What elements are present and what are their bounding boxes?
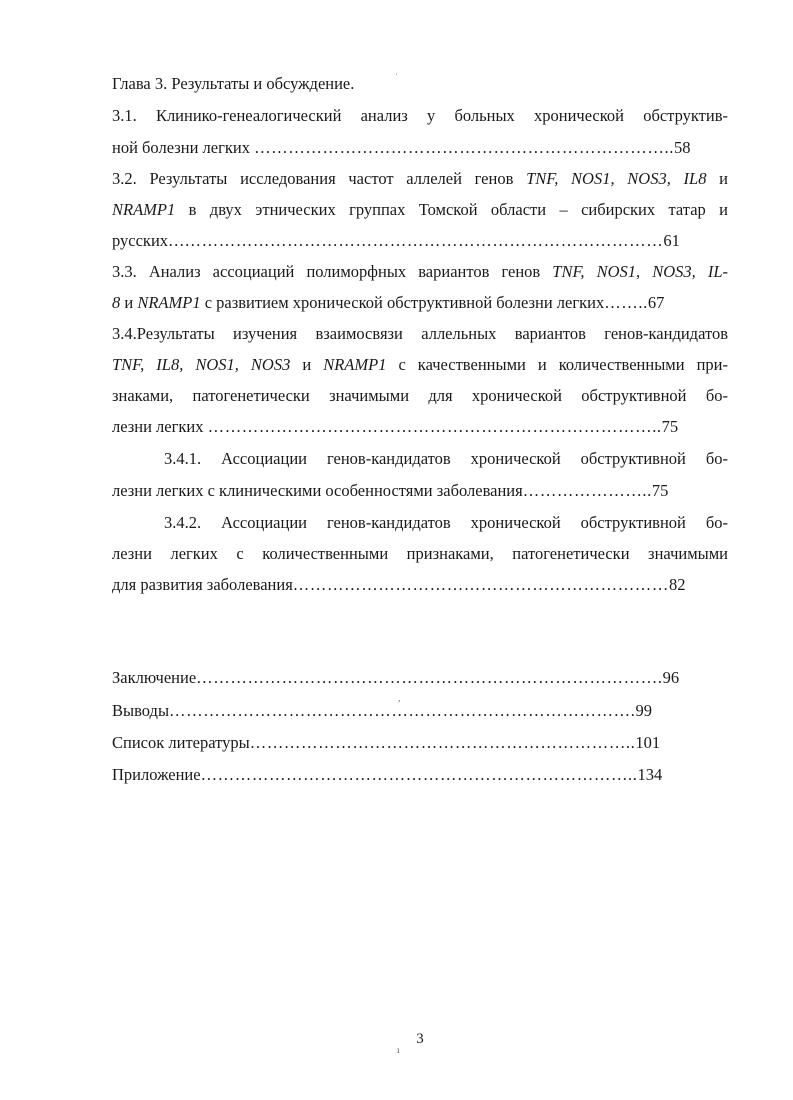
leader-dots: ……………………………………………………………….. (254, 138, 674, 157)
toc-entry-3-4-line-1: 3.4.Результаты изучения взаимосвязи аллельных вариантов генов-кандидатов (112, 324, 728, 343)
leader-dots: ………………………………………………………………….. (200, 765, 638, 784)
page-ref: 96 (662, 668, 680, 687)
scan-speck: ˌ (395, 65, 398, 75)
leader-dots: ………………………………………………………… (292, 575, 669, 594)
page-ref: 75 (651, 481, 669, 500)
toc-entry-3-2-line-3: русских……………………………………………………………………………61 (112, 231, 680, 250)
page-number: 3 (416, 1031, 424, 1047)
toc-entry-3-2-line-1: 3.2. Результаты исследования частот аллелей генов TNF, NOS1, NOS3, IL8 и (112, 169, 728, 188)
page-ref: 82 (669, 575, 686, 594)
leader-dots: …….. (604, 293, 648, 312)
page-ref: 67 (647, 293, 665, 312)
leader-dots: ………………………………………………………………………. (196, 668, 663, 687)
toc-entry-3-4-2-line-2: лезни легких с количественными признаками, патогенетически значимыми (112, 544, 728, 563)
page-ref: 58 (673, 138, 691, 157)
page-ref: 75 (661, 417, 679, 436)
scan-speck: ı (397, 1045, 400, 1055)
leader-dots: ………………………………………………………….. (249, 733, 636, 752)
scan-speck: , (398, 693, 401, 703)
toc-entry-3-4-2-line-1: 3.4.2. Ассоциации генов-кандидатов хронической обструктивной бо- (164, 513, 728, 532)
toc-entry-appendix: Приложение…………………………………………………………………..134 (112, 765, 663, 784)
leader-dots: ………………………………………………………………………. (169, 701, 636, 720)
toc-entry-3-4-1-line-1: 3.4.1. Ассоциации генов-кандидатов хронической обструктивной бо- (164, 449, 728, 468)
toc-entry-3-4-line-3: знаками, патогенетически значимыми для хронической обструктивной бо- (112, 386, 728, 405)
toc-entry-3-1-line-1: 3.1. Клинико-генеалогический анализ у больных хронической обструктив- (112, 106, 728, 125)
toc-entry-3-1-line-2: ной болезни легких ………………………………………………………………..58 (112, 138, 691, 157)
chapter-heading: Глава 3. Результаты и обсуждение. (112, 74, 355, 93)
toc-entry-3-4-1-line-2: лезни легких с клиническими особенностями заболевания…………………..75 (112, 481, 669, 500)
toc-entry-3-4-line-4: лезни легких ……………………………………………………………………..75 (112, 417, 679, 436)
page-ref: 61 (663, 231, 680, 250)
toc-entry-bibliography: Список литературы…………………………………………………………..101 (112, 733, 661, 752)
page-ref: 134 (637, 765, 663, 784)
toc-entry-conclusion: Заключение……………………………………………………………………….96 (112, 668, 680, 687)
toc-entry-findings: Выводы……………………………………………………………………….99 (112, 701, 652, 720)
leader-dots: …………………………………………………………………….. (207, 417, 662, 436)
leader-dots: ………………….. (522, 481, 652, 500)
page-ref: 99 (635, 701, 652, 720)
toc-entry-3-2-line-2: NRAMP1 в двух этнических группах Томской области – сибирских татар и (112, 200, 728, 219)
toc-entry-3-3-line-2: 8 и NRAMP1 с развитием хронической обструктивной болезни легких……..67 (112, 293, 665, 312)
page-ref: 101 (635, 733, 661, 752)
toc-entry-3-3-line-1: 3.3. Анализ ассоциаций полиморфных вариантов генов TNF, NOS1, NOS3, IL- (112, 262, 728, 281)
toc-entry-3-4-2-line-3: для развития заболевания…………………………………………………………82 (112, 575, 686, 594)
toc-entry-3-4-line-2: TNF, IL8, NOS1, NOS3 и NRAMP1 с качественными и количественными при- (112, 355, 728, 374)
leader-dots: ………………………………………………………………………… (184, 231, 664, 250)
